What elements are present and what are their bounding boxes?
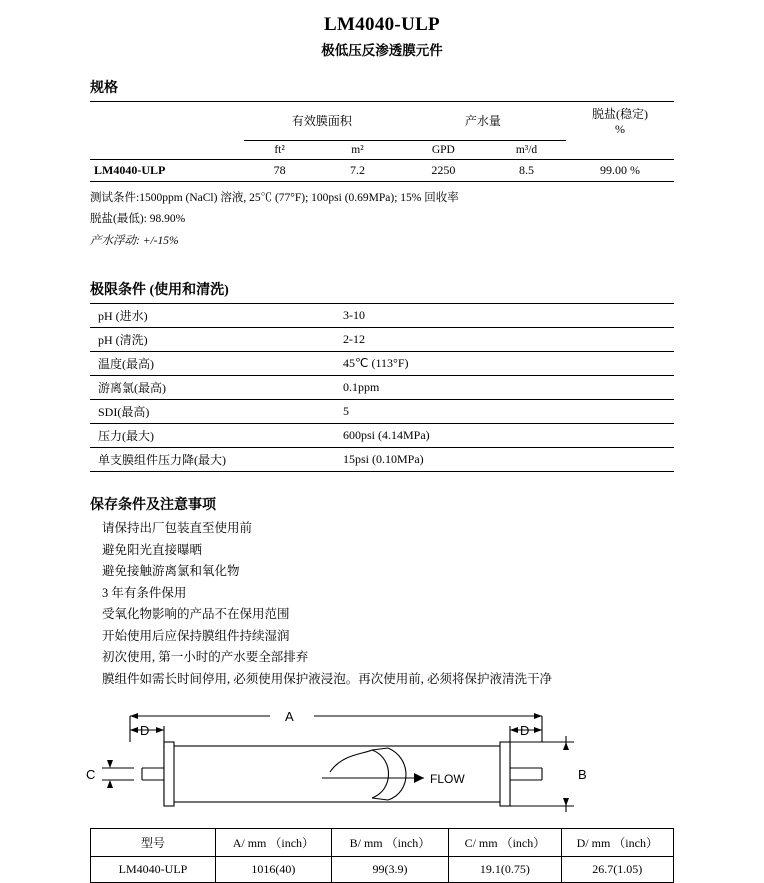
element-drawing-svg	[72, 702, 692, 820]
spec-flow-m3d: 8.5	[487, 159, 566, 181]
spec-rejection-line1: 脱盐(稳定)	[592, 107, 648, 121]
table-row	[90, 304, 674, 328]
spec-note-flow-tolerance: 产水浮动: +/-15%	[90, 235, 179, 248]
spec-subheader-gpd: GPD	[431, 143, 455, 156]
table-row	[90, 352, 674, 376]
limit-value-sdi: 5	[335, 400, 674, 424]
spec-area-ft2: 78	[244, 159, 315, 181]
spec-group-header-row	[90, 102, 674, 141]
spec-table	[90, 101, 674, 182]
list-item: 避免阳光直接曝晒	[102, 542, 203, 557]
limit-label-sdi: SDI(最高)	[90, 400, 335, 424]
limit-value-ph-clean: 2-12	[335, 328, 674, 352]
dim-value-a: 1016(40)	[216, 857, 332, 883]
spec-group-header-area: 有效膜面积	[244, 102, 400, 141]
dim-value-b: 99(3.9)	[331, 857, 449, 883]
limit-value-pressure: 600psi (4.14MPa)	[335, 424, 674, 448]
limit-value-free-chlorine: 0.1ppm	[335, 376, 674, 400]
dim-header-model: 型号	[91, 829, 216, 857]
title-block	[0, 14, 764, 59]
dim-label-c: C	[86, 767, 96, 783]
limits-table-wrapper	[90, 303, 674, 472]
dim-value-model: LM4040-ULP	[91, 857, 216, 883]
spec-note-conditions: 测试条件:1500ppm (NaCl) 溶液, 25℃ (77°F); 100psi (0.69MPa); 15% 回收率	[90, 191, 459, 204]
spec-flow-gpd: 2250	[400, 159, 487, 181]
spec-subheader-m2: m²	[351, 143, 364, 156]
dim-header-b: B/ mm （inch）	[331, 829, 449, 857]
dim-header-a: A/ mm （inch）	[216, 829, 332, 857]
limit-value-temperature: 45℃ (113°F)	[335, 352, 674, 376]
table-row	[90, 400, 674, 424]
spec-rejection-line2: %	[615, 122, 625, 136]
page-subtitle: 极低压反渗透膜元件	[321, 43, 443, 58]
list-item: 避免接触游离氯和氧化物	[102, 564, 240, 579]
spec-rejection-value: 99.00 %	[566, 159, 674, 181]
dimension-table	[90, 828, 674, 883]
spec-group-header-rejection	[566, 102, 674, 141]
spec-subheader-m3d: m³/d	[515, 143, 538, 156]
dim-value-c: 19.1(0.75)	[449, 857, 561, 883]
dim-label-d-left: D	[140, 723, 150, 739]
spec-area-m2: 7.2	[315, 159, 400, 181]
dim-value-d: 26.7(1.05)	[561, 857, 673, 883]
limit-label-ph-feed: pH (进水)	[90, 304, 335, 328]
limit-value-pressure-drop: 15psi (0.10MPa)	[335, 448, 674, 472]
spec-notes	[90, 188, 674, 254]
storage-heading: 保存条件及注意事项	[90, 498, 216, 514]
limit-label-free-chlorine: 游离氯(最高)	[90, 376, 335, 400]
limit-value-ph-feed: 3-10	[335, 304, 674, 328]
limits-heading: 极限条件 (使用和清洗)	[90, 283, 229, 299]
list-item: 开始使用后应保持膜组件持续湿润	[102, 628, 290, 643]
list-item: 请保持出厂包装直至使用前	[102, 521, 253, 536]
dim-label-d-right: D	[520, 723, 530, 739]
dim-header-d: D/ mm （inch）	[561, 829, 673, 857]
table-row	[90, 376, 674, 400]
list-item: 初次使用, 第一小时的产水要全部排弃	[102, 650, 309, 665]
limits-table	[90, 303, 674, 472]
table-row	[91, 857, 674, 883]
list-item: 3 年有条件保用	[102, 585, 187, 600]
spec-data-row	[90, 159, 674, 181]
spec-group-header-flow: 产水量	[400, 102, 566, 141]
list-item: 受氧化物影响的产品不在保用范围	[102, 607, 290, 622]
element-drawing	[0, 702, 764, 822]
spec-heading: 规格	[90, 81, 118, 96]
list-item: 膜组件如需长时间停用, 必须使用保护液浸泡。再次使用前, 必须将保护液清洗干净	[102, 671, 553, 686]
page-title: LM4040-ULP	[324, 14, 440, 35]
table-row	[90, 424, 674, 448]
limit-label-pressure-drop: 单支膜组件压力降(最大)	[90, 448, 335, 472]
limit-label-pressure: 压力(最大)	[90, 424, 335, 448]
spec-note-min-rejection: 脱盐(最低): 98.90%	[90, 213, 186, 226]
table-row	[90, 448, 674, 472]
dim-label-a: A	[285, 709, 294, 725]
datasheet-page	[0, 14, 764, 877]
storage-notes-list	[90, 518, 674, 690]
spec-table-wrapper	[90, 101, 674, 182]
flow-label: FLOW	[430, 772, 465, 787]
limit-label-ph-clean: pH (清洗)	[90, 328, 335, 352]
dim-label-b: B	[578, 767, 587, 783]
table-row	[90, 328, 674, 352]
limit-label-temperature: 温度(最高)	[90, 352, 335, 376]
dimension-header-row	[91, 829, 674, 857]
spec-subheader-ft2: ft²	[274, 143, 285, 156]
spec-subheader-row	[90, 140, 674, 159]
dim-header-c: C/ mm （inch）	[449, 829, 561, 857]
dimension-table-wrapper	[90, 828, 674, 883]
spec-model: LM4040-ULP	[90, 159, 244, 181]
